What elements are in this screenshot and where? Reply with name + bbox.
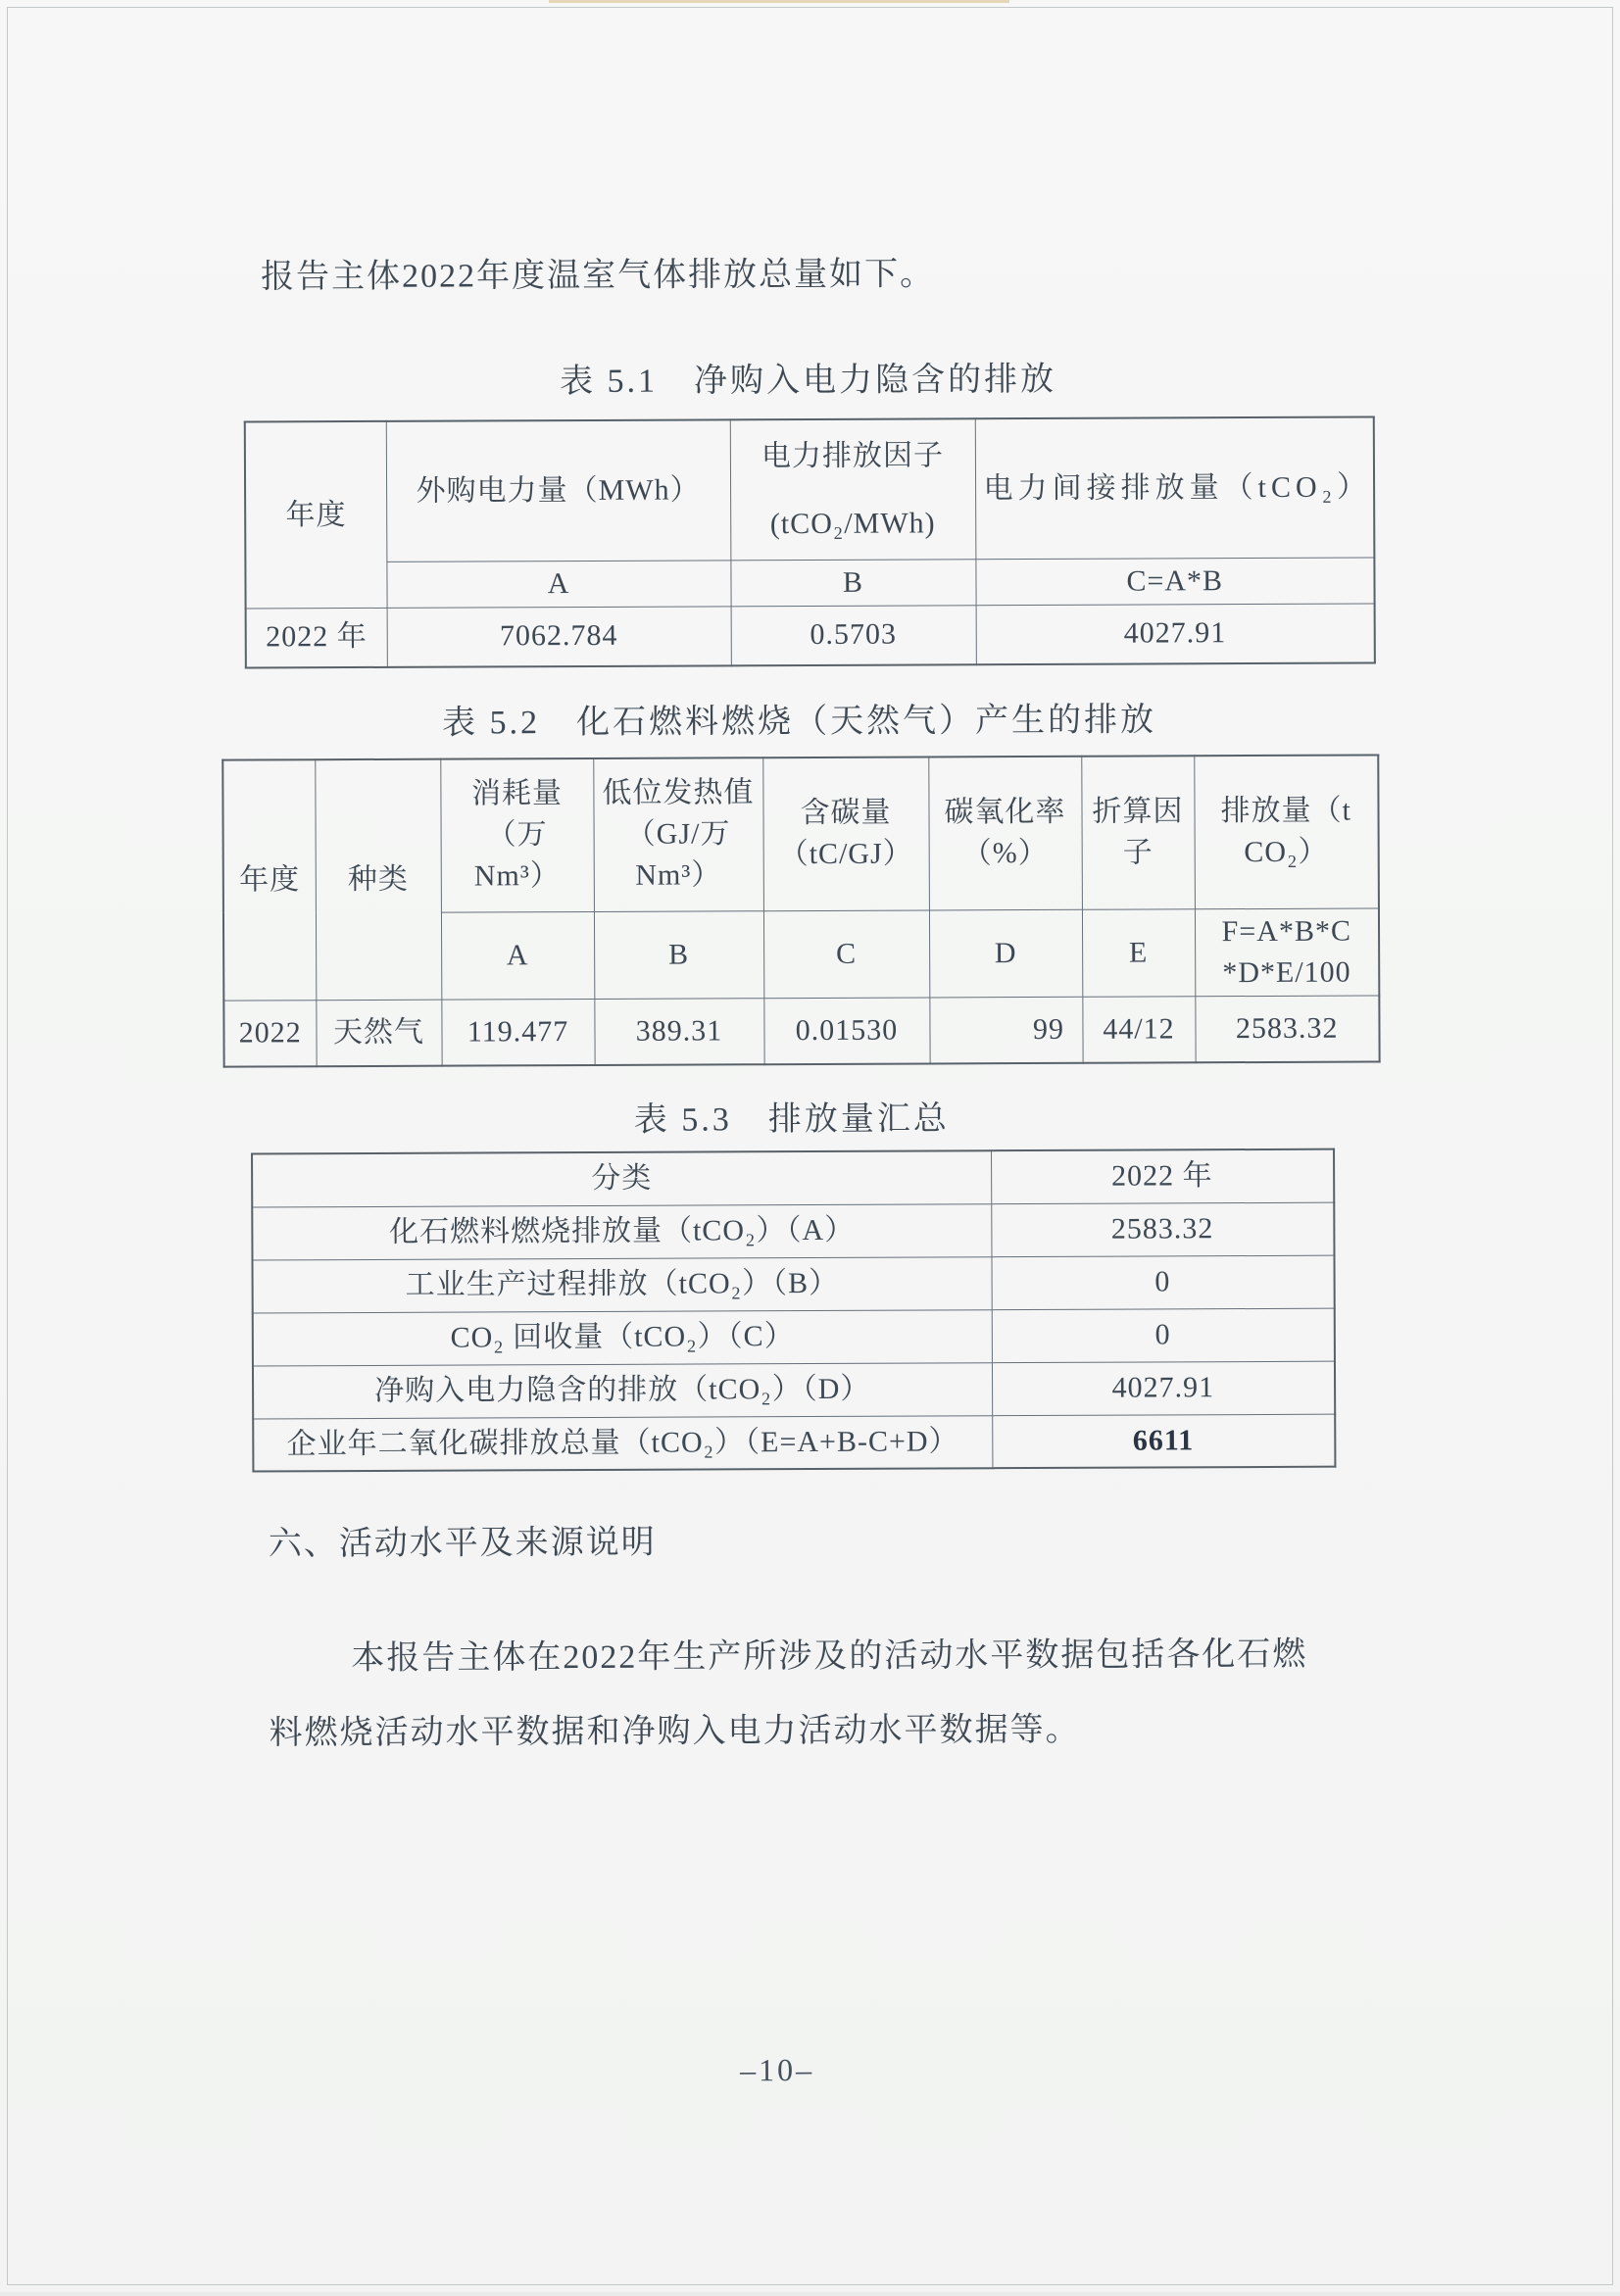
t2-value-ncv: 389.31 (594, 998, 763, 1065)
table-5-2 (221, 754, 1380, 1067)
table-5-3-title: 表 5.3 排放量汇总 (633, 1100, 950, 1139)
t2-header-carbon-content: 含碳量（tC/GJ） (762, 757, 929, 910)
t2-value-consumption: 119.477 (441, 999, 594, 1066)
t3-category-fossil-fuel: 化石燃料燃烧排放量（tCO₂）（A） (252, 1203, 991, 1259)
paragraph-line-2: 料燃烧活动水平数据和净购入电力活动水平数据等。 (269, 1711, 1081, 1752)
t2-header-row (222, 755, 1379, 912)
t2-header-emission: 排放量（t CO₂） (1194, 755, 1379, 908)
t1-formula-c: C=A*B (975, 558, 1374, 606)
t3-row-fossil-fuel (252, 1202, 1334, 1260)
t1-header-row (245, 416, 1375, 562)
t1-value-purchased-electricity: 7062.784 (387, 607, 731, 667)
t3-category-industrial-process: 工业生产过程排放（tCO₂）（B） (253, 1256, 992, 1312)
t2-header-year: 年度 (222, 759, 316, 1000)
page-number: –10– (740, 2051, 815, 2088)
t2-formula-c: C (763, 909, 929, 998)
t3-value-industrial-process: 0 (991, 1255, 1334, 1310)
t1-value-indirect-emission: 4027.91 (976, 604, 1375, 664)
t3-category-annual-total: 企业年二氧化碳排放总量（tCO₂）（E=A+B-C+D） (253, 1415, 992, 1471)
t2-value-year: 2022 (223, 1000, 316, 1066)
t3-value-fossil-fuel: 2583.32 (991, 1202, 1334, 1257)
table-5-1 (244, 415, 1376, 668)
t2-value-oxidation-rate: 99 (929, 997, 1082, 1064)
t1-header-emission-factor: 电力排放因子 (tCO₂/MWh) (730, 418, 976, 561)
t2-header-conversion-factor: 折算因子 (1081, 756, 1195, 909)
t1-value-emission-factor: 0.5703 (731, 606, 976, 665)
table-5-2-title: 表 5.2 化石燃料燃烧（天然气）产生的排放 (442, 702, 1157, 742)
t2-formula-b: B (594, 910, 763, 999)
t1-value-year: 2022 年 (246, 608, 387, 667)
t2-header-fuel-type: 种类 (315, 759, 441, 1001)
t1-formula-b: B (730, 560, 975, 607)
t2-data-row (223, 995, 1379, 1066)
t3-row-co2-recovery (253, 1308, 1335, 1366)
t2-header-oxidation-rate: 碳氧化率（%） (928, 757, 1082, 910)
section-heading: 六、活动水平及来源说明 (268, 1524, 657, 1563)
t3-value-net-purchased-electricity: 4027.91 (992, 1361, 1335, 1416)
t2-header-consumption: 消耗量（万 Nm³） (440, 758, 594, 912)
t3-row-industrial-process (253, 1255, 1335, 1313)
t3-category-net-purchased-electricity: 净购入电力隐含的排放（tCO₂）（D） (253, 1362, 992, 1418)
t2-value-conversion-factor: 44/12 (1082, 996, 1195, 1063)
t2-formula-e: E (1082, 908, 1195, 997)
t2-formula-f: F=A*B*C *D*E/100 (1195, 907, 1379, 996)
t1-header-purchased-electricity: 外购电力量（MWh） (386, 419, 731, 562)
t1-data-row (246, 604, 1375, 667)
t3-header-year: 2022 年 (991, 1149, 1334, 1204)
t3-row-net-purchased-electricity (253, 1361, 1335, 1419)
t1-formula-row (245, 558, 1374, 609)
t3-value-annual-total: 6611 (992, 1414, 1335, 1469)
table-5-3 (251, 1148, 1336, 1473)
table-5-1-title: 表 5.1 净购入电力隐含的排放 (560, 361, 1057, 401)
t2-formula-d: D (929, 909, 1082, 998)
paragraph-line-1: 本报告主体在2022年生产所涉及的活动水平数据包括各化石燃 (351, 1636, 1308, 1678)
t3-header-row (252, 1149, 1334, 1207)
t1-header-year: 年度 (245, 421, 387, 609)
t1-formula-a: A (386, 561, 730, 609)
t3-category-co2-recovery: CO₂ 回收量（tCO₂）（C） (253, 1309, 992, 1365)
t2-value-carbon-content: 0.01530 (763, 997, 929, 1064)
t3-header-category: 分类 (252, 1150, 991, 1206)
intro-text: 报告主体2022年度温室气体排放总量如下。 (261, 256, 936, 296)
t2-formula-a: A (441, 911, 594, 1000)
t1-header-indirect-emission: 电力间接排放量（tCO₂） (975, 416, 1375, 559)
t2-value-emission: 2583.32 (1195, 995, 1379, 1062)
t2-header-ncv: 低位发热值（GJ/万 Nm³） (593, 757, 763, 911)
t3-value-co2-recovery: 0 (992, 1308, 1335, 1363)
t2-value-fuel-type: 天然气 (316, 1000, 441, 1067)
t3-row-annual-total (253, 1414, 1335, 1472)
